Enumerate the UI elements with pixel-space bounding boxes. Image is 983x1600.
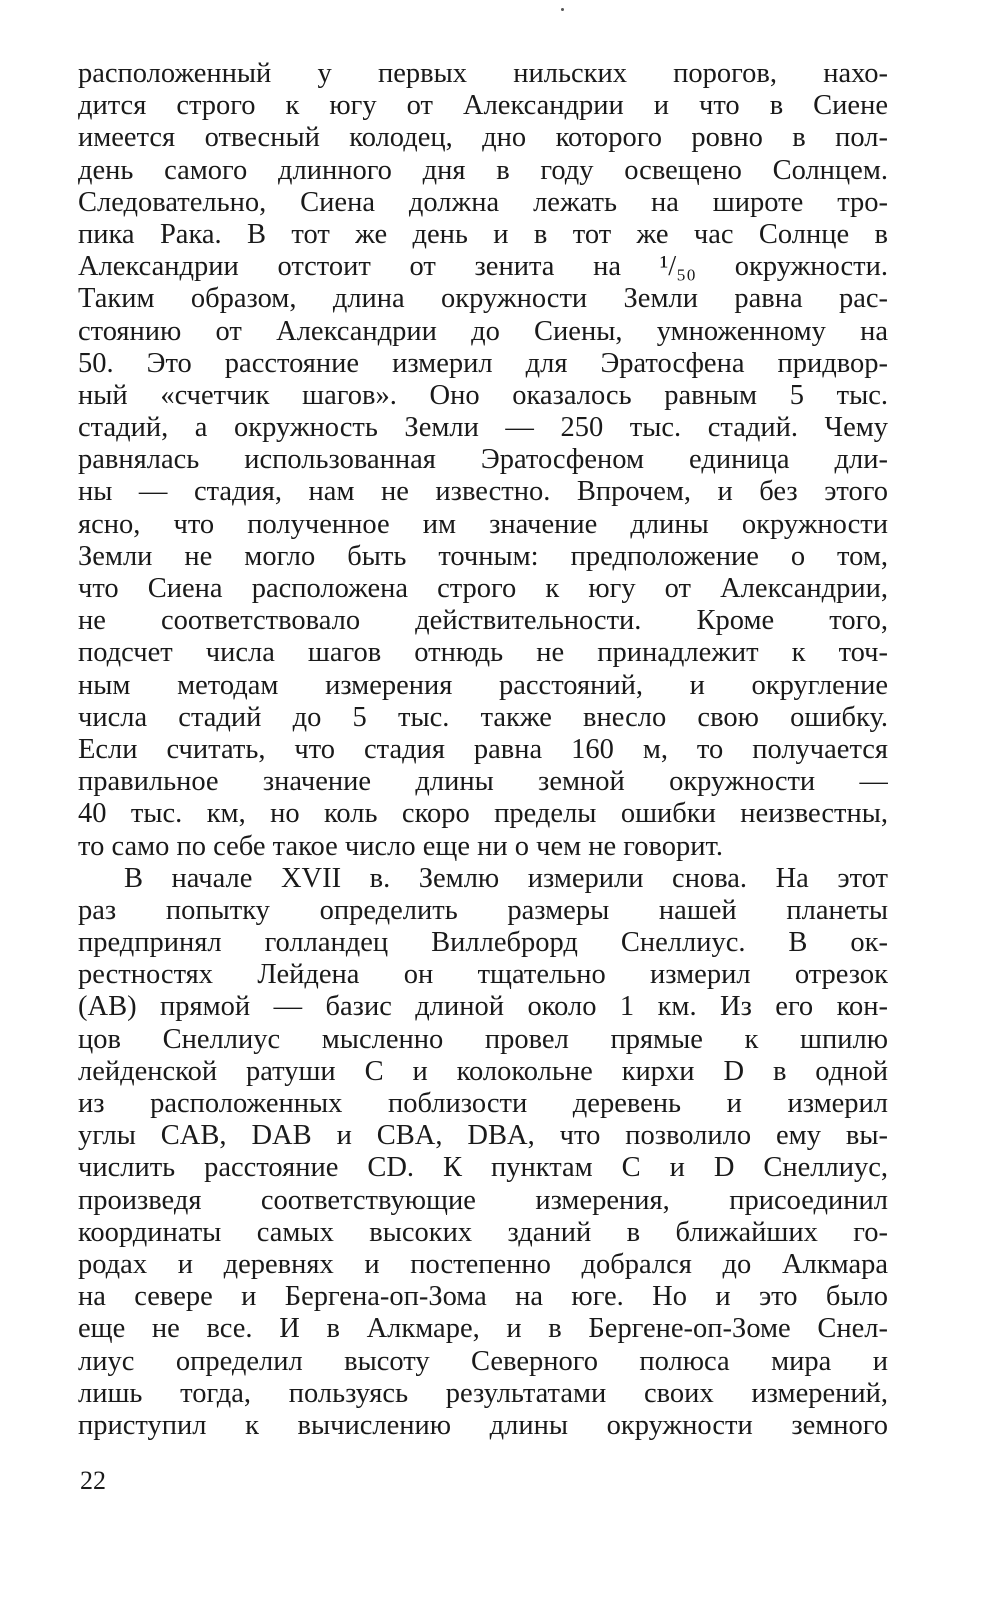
text-line: стоянию от Александрии до Сиены, умноженному на [78, 315, 888, 347]
text-line: подсчет числа шагов отнюдь не принадлежит к точ- [78, 637, 888, 669]
text-line: Земли не могло быть точным: предположение о том, [78, 540, 888, 572]
text-line: произведя соответствующие измерения, присоединил [78, 1184, 888, 1216]
text-line: Таким образом, длина окружности Земли равна рас- [78, 283, 888, 315]
text-line: стадий, а окружность Земли — 250 тыс. стадий. Чему [78, 412, 888, 444]
text-line: на севере и Бергена-оп-Зома на юге. Но и это было [78, 1281, 888, 1313]
text-line: рестностях Лейдена он тщательно измерил отрезок [78, 959, 888, 991]
body-text [78, 58, 888, 1442]
text-line: предпринял голландец Виллеброрд Снеллиус. В ок- [78, 927, 888, 959]
text-line: 40 тыс. км, но коль скоро пределы ошибки неизвестны, [78, 798, 888, 830]
text-line: Следовательно, Сиена должна лежать на широте тро- [78, 186, 888, 218]
text-line: углы CAB, DAB и CBA, DBA, что позволило ему вы- [78, 1120, 888, 1152]
text-line: не соответствовало действительности. Кроме того, [78, 605, 888, 637]
text-line: из расположенных поблизости деревень и измерил [78, 1088, 888, 1119]
text-line: (AB) прямой — базис длиной около 1 км. Из его кон- [78, 991, 888, 1023]
text-line: приступил к вычислению длины окружности земного [78, 1409, 888, 1441]
text-line: имеется отвесный колодец, дно которого ровно в пол- [78, 122, 888, 154]
text-line: еще не все. И в Алкмаре, и в Бергене-оп-Зоме Снел- [78, 1313, 888, 1345]
text-line: координаты самых высоких зданий в ближайших го- [78, 1216, 888, 1248]
text-line: числа стадий до 5 тыс. также внесло свою ошибку. [78, 701, 888, 733]
text-line: правильное значение длины земной окружности — [78, 766, 888, 798]
text-line: цов Снеллиус мысленно провел прямые к шпилю [78, 1023, 888, 1055]
page-number: 22 [80, 1466, 106, 1495]
text-line: равнялась использованная Эратосфеном единица дли- [78, 444, 888, 476]
text-line: ным методам измерения расстояний, и округление [78, 669, 888, 701]
text-line: что Сиена расположена строго к югу от Александрии, [78, 573, 888, 604]
text-line: лиус определил высоту Северного полюса мира и [78, 1345, 888, 1377]
text-line: лейденской ратуши C и колокольне кирхи D в одной [78, 1055, 888, 1087]
text-line: ясно, что полученное им значение длины окружности [78, 508, 888, 540]
text-line: Александрии отстоит от зенита на ¹/₅₀ окружности. [78, 251, 888, 283]
text-line: ны — стадия, нам не известно. Впрочем, и без этого [78, 476, 888, 508]
text-line: В начале XVII в. Землю измерили снова. На этот [124, 862, 888, 894]
text-line: родах и деревнях и постепенно добрался до Алкмара [78, 1248, 888, 1280]
text-line: расположенный у первых нильских порогов, нахо- [78, 58, 888, 89]
text-line: пика Рака. В тот же день и в тот же час Солнце в [78, 218, 888, 250]
text-line: день самого длинного дня в году освещено Солнцем. [78, 154, 888, 186]
text-line: 50. Это расстояние измерил для Эратосфена придвор- [78, 347, 888, 379]
text-line: дится строго к югу от Александрии и что в Сиене [78, 90, 888, 122]
text-line: раз попытку определить размеры нашей планеты [78, 894, 888, 926]
text-line: числить расстояние CD. К пунктам C и D Снеллиус, [78, 1152, 888, 1184]
text-line: лишь тогда, пользуясь результатами своих измерений, [78, 1377, 888, 1409]
text-line: то само по себе такое число еще ни о чем не говорит. [78, 830, 723, 862]
text-line: Если считать, что стадия равна 160 м, то получается [78, 733, 888, 765]
text-line: ный «счетчик шагов». Оно оказалось равным 5 тыс. [78, 379, 888, 411]
print-mark [561, 8, 564, 11]
